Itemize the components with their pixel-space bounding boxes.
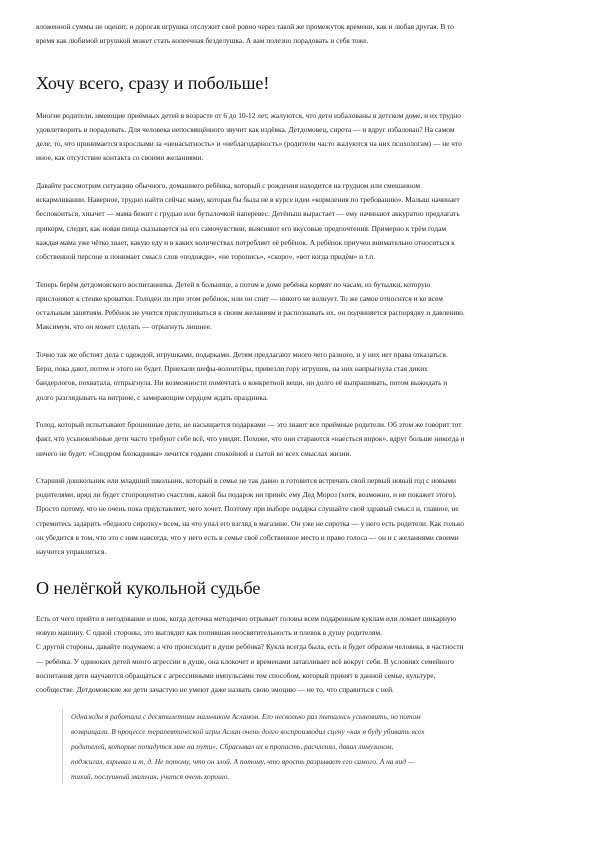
quote-line: поджигал, взрывал и т. д. Не потому, что он злой. А потому, что ярость разрывает его самого. А на вид — bbox=[71, 757, 415, 767]
text-line: Многие родители, имеющие приёмных детей в возрасте от 6 до 10-12 лет, жалуются, что дети избалованы в детском доме, и их трудно bbox=[36, 110, 461, 120]
emphasis-word: образом bbox=[367, 642, 394, 652]
text-line: остальным занятиям. Ребёнок не учится прислушиваться к своим желаниям и распознавать их, он подчиняется распорядку и давлению. bbox=[36, 308, 465, 318]
quote-line: родителей, которые попадутся мне на пути». Сбрасывал их в пропасть, расчленял, давил лимузином, bbox=[71, 742, 394, 752]
paragraph-2 bbox=[36, 179, 550, 265]
paragraph-4 bbox=[36, 348, 550, 405]
text-line: Максимум, что он может сделать — отрыгнуть лишнее. bbox=[36, 322, 212, 332]
text-line: ничего не будет. «Синдром блокадника» лечится годами спокойной и сытой во всех смыслах жизни. bbox=[36, 448, 352, 458]
paragraph-3 bbox=[36, 278, 550, 335]
text-line: беспокоиться, хнычет — мама бежит с грудью или бутылочкой наперевес. Детёныш вырастает — ему начинают аккуратно предлагать bbox=[36, 209, 460, 219]
blockquote bbox=[62, 709, 550, 784]
text-line: Есть от чего прийти в негодование и шок, когда деточка методично отрывает головы всем подаренным куклам или ломает шикарную bbox=[36, 613, 457, 623]
text-line: Теперь берём детдомовского воспитанника. Детей в больнице, а потом в доме ребёнка кормят по часам, из бутылки, которую bbox=[36, 279, 431, 289]
text-line: сообществе. Детдомовские же дети зачастую не умеют даже назвать свою эмоцию — не то, что справиться с ней. bbox=[36, 685, 394, 695]
text-line: время как любимой игрушкой может стать копеечная безделушка. А вам полезно порадовать и себя тоже. bbox=[36, 36, 369, 46]
text-run: С другой стороны, давайте подумаем: а что происходит в душе ребёнка? Кукла всегда была, есть и будет bbox=[36, 642, 366, 652]
section-heading-2: О нелёгкой кукольной судьбе bbox=[36, 577, 261, 598]
paragraph-7 bbox=[36, 612, 550, 698]
text-line: Точно так же обстоят дела с одеждой, игрушками, подарками. Детям предлагают много чего разного, и у них нет права отказаться. bbox=[36, 349, 448, 359]
text-line: бандерлогов, похватала, отпрыгнула. Ни возможности помечтать о конкретной вещи, ни долго её выпрашивать, потом выжидать и bbox=[36, 378, 448, 388]
text-line: стремитесь задарить «бедного сиротку» всем, на что упал его взгляд в магазине. Он уже не сиротка — у него есть родители. Как только bbox=[36, 518, 464, 528]
paragraph-1 bbox=[36, 109, 550, 166]
text-line: Просто потому, что не очень пока представляет, чего хочет. Поэтому при выборе подарка слушайте свой здравый смысл и, главное, не bbox=[36, 504, 459, 514]
text-line: факт, что усыновлённые дети часто требуют себе всё, что увидят. Похоже, что они стараются «наесться впрок», вдруг больше никогда и bbox=[36, 434, 465, 444]
text-line: он убедится в том, что это с ним навсегда, что у него есть в семье своё собственное место и право голоса — он и с желаниями своими bbox=[36, 533, 459, 543]
text-line: Бери, пока дают, потом и этого не будет. Приехали шефы-волонтёры, привезли гору игрушек, на них напрыгнула стая диких bbox=[36, 364, 428, 374]
text-line: прислоняют к стенке кроватки. Голоден ли при этом ребёнок, или он спит — никого не волнует. То же самое относится и ко всем bbox=[36, 293, 443, 303]
document-page bbox=[36, 20, 550, 784]
text-line: удовлетворить и порадовать. Для человека непосвящённого звучит как издёвка. Детдомовец, сирота — и вдруг избалован? На самом bbox=[36, 124, 455, 134]
text-line: Старший дошкольник или младший школьник, который в семье не так давно и готовится встречать свой первый новый год с новыми bbox=[36, 475, 456, 485]
text-line: новую машину. С одной стороны, это выглядит как попившая неосвятительность и плевок в душу родителям. bbox=[36, 627, 382, 637]
text-line: родителями, вряд ли будет стопроцентно счастлив, какой бы подарок ни принёс ему Дед Мороз (хотя, возможно, и не покажет этого). bbox=[36, 490, 457, 500]
quote-line: возвращали. В процессе терапевтической игры Аслан очень долго воспроизводил сцену «как я буду убивать всех bbox=[71, 727, 425, 737]
text-line bbox=[36, 640, 550, 654]
paragraph-6 bbox=[36, 474, 550, 560]
text-line: иное, как отсутствие контакта со своими желаниями. bbox=[36, 153, 204, 163]
section-heading-1: Хочу всего, сразу и побольше! bbox=[36, 72, 270, 93]
text-line: деле, то, что принимается взрослыми за «ненасытность» и «неблагодарность» (родители часто жалуются на них психологам) — не что bbox=[36, 139, 462, 149]
text-line: собственной персоне и понимает смысл слов «подожди», «не торопись», «скоро», «вот когда придём» и т.п. bbox=[36, 252, 376, 262]
quote-line: Однажды я работала с десятилетним мальчиком Асланом. Его несколько раз пытались усыновить, но потом bbox=[71, 712, 421, 722]
quote-line: тихий, послушный мальчик, учится очень хорошо. bbox=[71, 772, 230, 782]
text-line: каждая мама уже чётко знает, какую еду и в каких количествах потребляет её ребёнок. А ребёнок приучен внимательно относиться к bbox=[36, 237, 455, 247]
text-line: вскармливании. Наверное, трудно найти сейчас маму, которая бы была не в курсе идеи «кормления по требованию». Малыш начинает bbox=[36, 195, 460, 205]
text-line: прикорм, следят, как новая пища сказывается на его самочувствии, выясняют его вкусовые предпочтения. Примерно к трём годам bbox=[36, 223, 447, 233]
paragraph-5 bbox=[36, 418, 550, 461]
text-line: долго разглядывать на витрине, с замирающим сердцем ждать праздника. bbox=[36, 392, 268, 402]
text-line: воспитания дети научаются обращаться с агрессивными импульсами тем способом, который принят в данной семье, культуре, bbox=[36, 670, 436, 680]
text-line: вложенной суммы не оценит, и дорогая игрушка отслужит своё ровно через такой же промежуток времени, как и любая другая. В то bbox=[36, 22, 454, 31]
text-line: научится управляться. bbox=[36, 547, 107, 557]
text-line: Давайте рассмотрим ситуацию обычного, домашнего ребёнка, который с рождения находится на грудном или смешанном bbox=[36, 180, 421, 190]
text-run: человека, в частности bbox=[394, 642, 464, 652]
text-line: — ребёнка. У одиноких детей много агрессии в душе, она клокочет и временами затапливает всё вокруг себя. В условиях семейного bbox=[36, 656, 454, 666]
intro-paragraph bbox=[36, 20, 550, 49]
text-line: Голод, который испытывают брошенные дети, не насыщается подарками — это знают все приёмные родители. Об этом же говорит тот bbox=[36, 419, 462, 429]
